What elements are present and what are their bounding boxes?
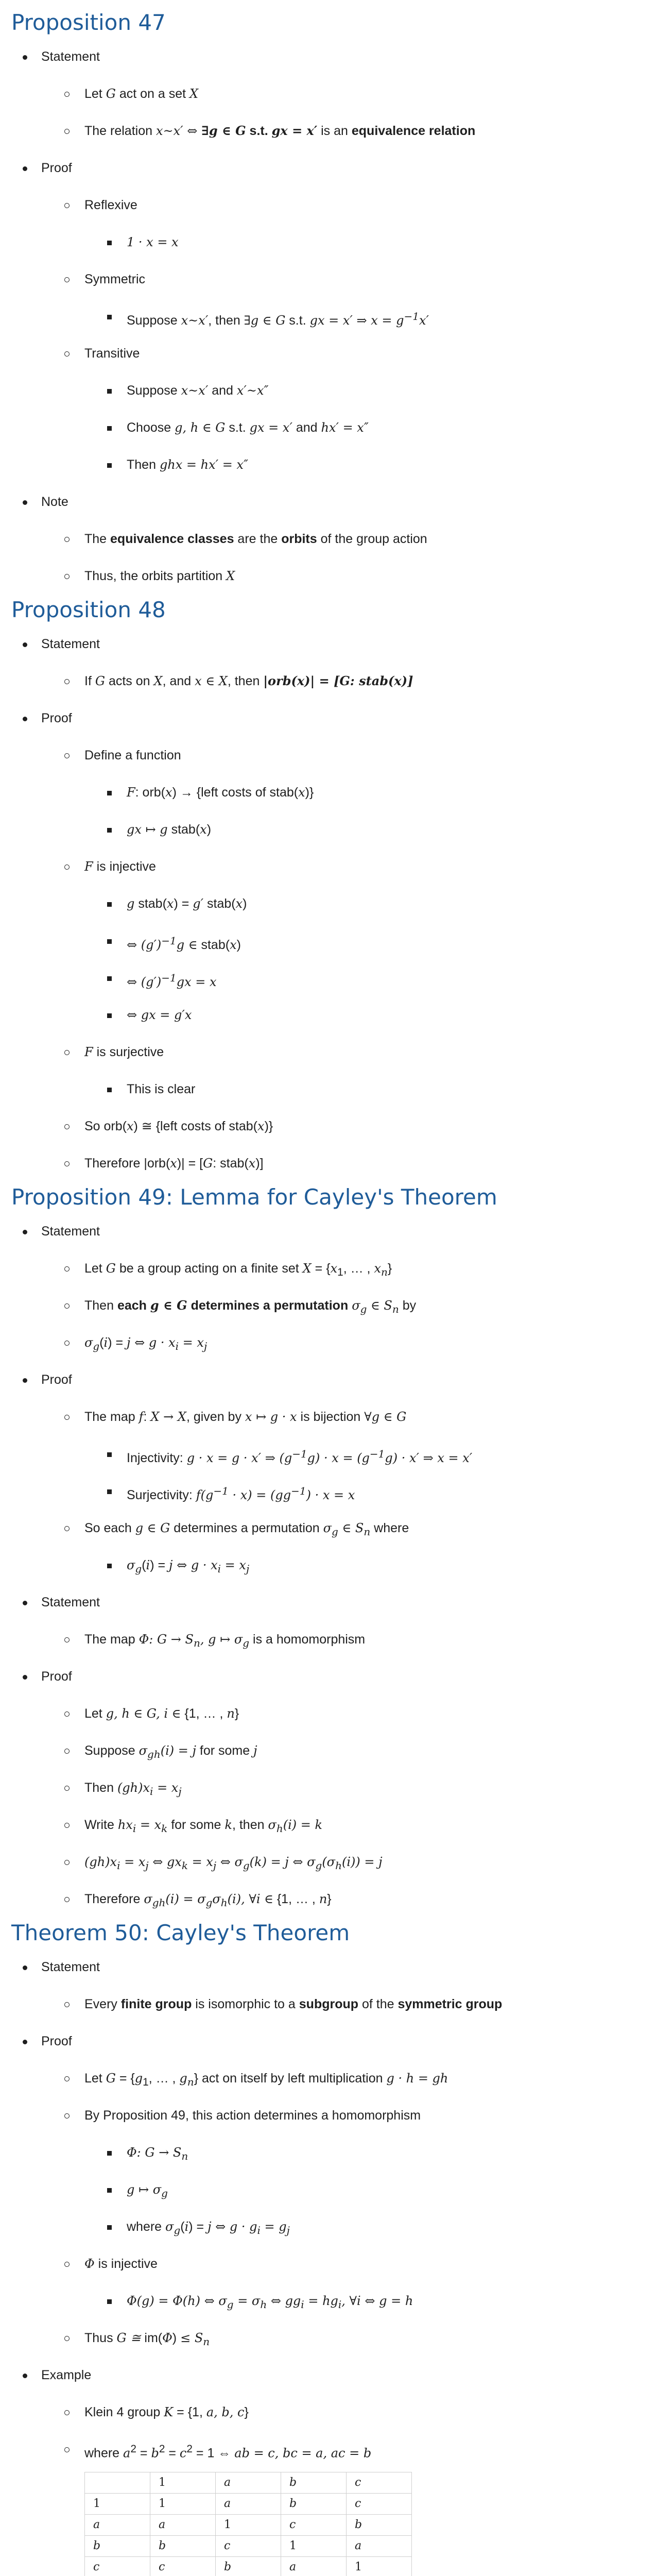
table-cell: a xyxy=(216,2472,281,2494)
list-item: Thus, the orbits partition X xyxy=(0,557,657,595)
list-item: Φ is injective xyxy=(0,2245,657,2282)
table-cell: b xyxy=(216,2557,281,2576)
cayley-table-container xyxy=(0,2468,657,2576)
list-item: $\sigma_g(i) = j$ ⇔ $g \cdot x_i = x_j$ xyxy=(0,1547,657,1584)
table-cell: c xyxy=(347,2494,412,2515)
list-item: Statement xyxy=(0,1213,657,1250)
table-cell: c xyxy=(216,2536,281,2557)
list-item: g stab(x) = g′ stab(x) xyxy=(0,885,657,922)
table-cell: c xyxy=(150,2557,216,2576)
list-item: Let g, h ∈ G, i ∈ {1, … , n} xyxy=(0,1695,657,1732)
cayley-table xyxy=(84,2472,412,2576)
list-item: Transitive xyxy=(0,335,657,372)
table-cell: 1 xyxy=(216,2515,281,2536)
list-item: $\sigma_g(i) = j$ ⇔ $g \cdot x_i = x_j$ xyxy=(0,1324,657,1361)
list-item: This is clear xyxy=(0,1071,657,1108)
table-row xyxy=(85,2536,412,2557)
list-item: Proof xyxy=(0,149,657,187)
list-item: Let $G = \{g_1$, … , $g_n$} act on itself by left multiplication g · h = gh xyxy=(0,2060,657,2097)
table-cell: b xyxy=(281,2472,347,2494)
list-item: gx ↦ g stab(x) xyxy=(0,811,657,848)
list-item: ⇔ gx = g′x xyxy=(0,996,657,1033)
list-item: where $a^2 = b^2 = c^2 = 1$ ⇔ ab = c, bc = a, ac = b xyxy=(0,2431,657,2468)
list-item: Note xyxy=(0,483,657,520)
list-item: Surjectivity: $f(g^{-1} \cdot x) = (gg^{-1}) \cdot x = x$ xyxy=(0,1472,657,1510)
list-item: Suppose x~x′, then ∃g ∈ G s.t. gx = x′ ⇒ $x = g^{-1}x'$ xyxy=(0,298,657,335)
list-item: 1 · x = x xyxy=(0,224,657,261)
list-item: Define a function xyxy=(0,737,657,774)
list-item: F is surjective xyxy=(0,1033,657,1071)
list-item: Then ghx = hx′ = x″ xyxy=(0,446,657,483)
table-row xyxy=(85,2557,412,2576)
table-cell: 1 xyxy=(347,2557,412,2576)
list-item: Thus G ≅ $im(\Phi) \le S_n$ xyxy=(0,2319,657,2357)
list-item: The map Φ: $G \to S_n$, g ↦ $\sigma_g$ is a homomorphism xyxy=(0,1621,657,1658)
table-cell: c xyxy=(281,2515,347,2536)
table-cell: b xyxy=(347,2515,412,2536)
list-item: Suppose x~x′ and x′~x″ xyxy=(0,372,657,409)
list-item: Choose g, h ∈ G s.t. gx = x′ and hx′ = x″ xyxy=(0,409,657,446)
list-item: If G acts on X, and x ∈ X, then |orb(x)| = [G: stab(x)] xyxy=(0,663,657,700)
list-item: Statement xyxy=(0,1948,657,1986)
list-item: Proof xyxy=(0,2023,657,2060)
table-cell: 1 xyxy=(150,2472,216,2494)
list-item: Klein 4 group K = {1, a, b, c} xyxy=(0,2394,657,2431)
list-item: The equivalence classes are the orbits of the group action xyxy=(0,520,657,557)
list-item: Then each g ∈ G determines a permutation $\sigma_g$ ∈ $S_n$ by xyxy=(0,1287,657,1324)
list-item: Φ(g) = Φ(h) ⇔ $\sigma_g = \sigma_h$ ⇔ $gg_i = hg_i$, ∀i ⇔ g = h xyxy=(0,2282,657,2319)
list-item: Statement xyxy=(0,625,657,663)
list-item: ⇔ $(g')^{-1}g$ ∈ stab(x) xyxy=(0,922,657,959)
list-item: So each g ∈ G determines a permutation $\sigma_g$ ∈ $S_n$ where xyxy=(0,1510,657,1547)
list-item: Then $(gh)x_i = x_j$ xyxy=(0,1769,657,1806)
list-item: The relation x~x′ ⇔ ∃g ∈ G s.t. gx = x′ is an equivalence relation xyxy=(0,112,657,149)
table-cell: a xyxy=(347,2536,412,2557)
list-item: Example xyxy=(0,2357,657,2394)
table-cell: b xyxy=(150,2536,216,2557)
list-item: Every finite group is isomorphic to a subgroup of the symmetric group xyxy=(0,1986,657,2023)
table-cell: a xyxy=(85,2515,150,2536)
list-item: Symmetric xyxy=(0,261,657,298)
list-item: Suppose $\sigma_{gh}(i) = j$ for some j xyxy=(0,1732,657,1769)
section-title: Proposition 49: Lemma for Cayley's Theorem xyxy=(11,1184,497,1210)
section-title: Theorem 50: Cayley's Theorem xyxy=(11,1920,350,1945)
list-item: Therefore |orb(x)| = [G: stab(x)] xyxy=(0,1145,657,1182)
table-header-row xyxy=(85,2472,412,2494)
table-cell: a xyxy=(150,2515,216,2536)
list-item: F is injective xyxy=(0,848,657,885)
list-item: where $\sigma_g(i) = j$ ⇔ $g \cdot g_i = g_j$ xyxy=(0,2208,657,2245)
table-cell: 1 xyxy=(281,2536,347,2557)
list-item: $(gh)x_i = x_j$ ⇔ $gx_k = x_j$ ⇔ $\sigma_g(k) = j$ ⇔ $\sigma_g(\sigma_h(i)) = j$ xyxy=(0,1843,657,1880)
table-cell: c xyxy=(347,2472,412,2494)
list-item: Statement xyxy=(0,1584,657,1621)
list-item: Reflexive xyxy=(0,187,657,224)
list-item: By Proposition 49, this action determines a homomorphism xyxy=(0,2097,657,2134)
table-cell: 1 xyxy=(150,2494,216,2515)
list-item: Write $hx_i = x_k$ for some k, then $\sigma_h(i) = k$ xyxy=(0,1806,657,1843)
table-cell: c xyxy=(85,2557,150,2576)
list-item: The map f: X → X, given by x ↦ g · x is bijection ∀g ∈ G xyxy=(0,1398,657,1435)
list-item: Proof xyxy=(0,1361,657,1398)
section-title: Proposition 47 xyxy=(11,10,166,35)
table-cell: a xyxy=(281,2557,347,2576)
list-item: Therefore $\sigma_{gh}(i) = \sigma_g\sigma_h(i)$, ∀i ∈ {1, … , n} xyxy=(0,1880,657,1918)
section-title: Proposition 48 xyxy=(11,597,166,622)
list-item: Proof xyxy=(0,1658,657,1695)
table-cell xyxy=(85,2472,150,2494)
table-cell: 1 xyxy=(85,2494,150,2515)
table-row xyxy=(85,2515,412,2536)
list-item: g ↦ $\sigma_g$ xyxy=(0,2171,657,2208)
list-item: Statement xyxy=(0,38,657,75)
list-item: ⇔ $(g')^{-1}gx = x$ xyxy=(0,959,657,996)
table-row xyxy=(85,2494,412,2515)
list-item: Let G be a group acting on a finite set $X = \{x_1$, … , $x_n$} xyxy=(0,1250,657,1287)
list-item: Injectivity: g · x = g · x′ ⇒ $(g^{-1}g) \cdot x = (g^{-1}g) \cdot x'$ ⇒ x = x′ xyxy=(0,1435,657,1472)
table-cell: a xyxy=(216,2494,281,2515)
table-cell: b xyxy=(281,2494,347,2515)
list-item: F: orb(x) → {left costs of stab(x)} xyxy=(0,774,657,811)
list-item: So orb(x) ≅ {left costs of stab(x)} xyxy=(0,1108,657,1145)
list-item: Let G act on a set X xyxy=(0,75,657,112)
list-item: Φ: $G \to S_n$ xyxy=(0,2134,657,2171)
list-item: Proof xyxy=(0,700,657,737)
table-cell: b xyxy=(85,2536,150,2557)
